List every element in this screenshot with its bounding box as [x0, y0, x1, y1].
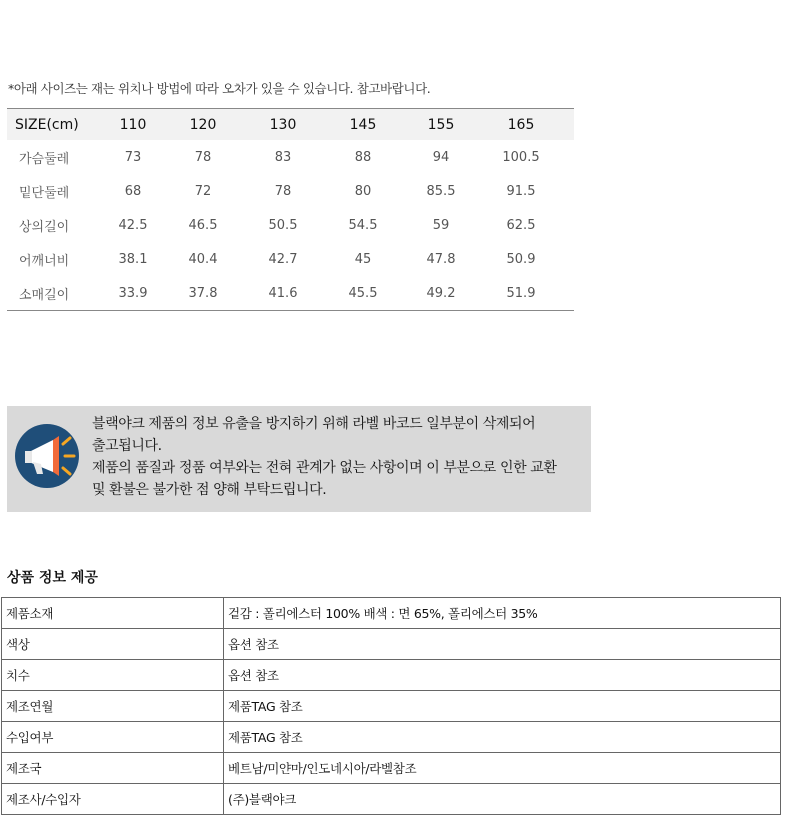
info-key: 치수: [2, 660, 224, 691]
table-cell: 83: [274, 149, 292, 165]
info-value: (주)블랙야크: [224, 784, 781, 815]
table-cell: 50.5: [268, 217, 298, 233]
table-cell: 85.5: [426, 183, 456, 199]
table-cell: 72: [194, 183, 212, 199]
info-key: 제품소재: [2, 598, 224, 629]
size-header-cell: SIZE(cm): [15, 116, 79, 133]
megaphone-icon: [13, 422, 81, 490]
size-header-row: [7, 109, 574, 140]
table-cell: 49.2: [426, 285, 456, 301]
info-value: 겉감 : 폴리에스터 100% 배색 : 면 65%, 폴리에스터 35%: [224, 598, 781, 629]
size-table: [7, 108, 574, 311]
table-row: [7, 242, 574, 276]
notice-line: 및 환불은 불가한 점 양해 부탁드립니다.: [92, 482, 327, 498]
size-header-cell: 155: [427, 116, 455, 133]
table-cell: 42.7: [268, 251, 298, 267]
size-header-cell: 165: [507, 116, 535, 133]
table-row: [2, 598, 781, 629]
table-row: [7, 140, 574, 174]
table-cell: 51.9: [506, 285, 536, 301]
table-cell: 91.5: [506, 183, 536, 199]
table-row: [2, 784, 781, 815]
product-info-title: 상품 정보 제공: [7, 570, 98, 586]
row-label: 가슴둘레: [19, 151, 70, 167]
table-cell: 62.5: [506, 217, 536, 233]
info-key: 수입여부: [2, 722, 224, 753]
table-bottom-rule: [7, 310, 574, 311]
table-row: [2, 629, 781, 660]
table-row: [7, 174, 574, 208]
info-value: 옵션 참조: [224, 660, 781, 691]
table-cell: 54.5: [348, 217, 378, 233]
row-label: 소매길이: [19, 287, 70, 303]
table-cell: 41.6: [268, 285, 298, 301]
table-cell: 78: [274, 183, 292, 199]
size-header-cell: 145: [349, 116, 377, 133]
notice-box: [7, 406, 591, 512]
table-cell: 37.8: [188, 285, 218, 301]
row-label: 어깨너비: [19, 253, 70, 269]
table-cell: 45.5: [348, 285, 378, 301]
info-value: 제품TAG 참조: [224, 691, 781, 722]
table-row: [2, 660, 781, 691]
table-cell: 46.5: [188, 217, 218, 233]
info-value: 베트남/미얀마/인도네시아/라벨참조: [224, 753, 781, 784]
table-row: [7, 208, 574, 242]
row-label: 상의길이: [19, 219, 70, 235]
table-cell: 78: [194, 149, 212, 165]
table-cell: 88: [354, 149, 372, 165]
info-key: 색상: [2, 629, 224, 660]
notice-line: 블랙야크 제품의 정보 유출을 방지하기 위해 라벨 바코드 일부분이 삭제되어: [92, 416, 536, 432]
table-cell: 33.9: [118, 285, 148, 301]
table-cell: 94: [432, 149, 450, 165]
size-header-cell: 120: [189, 116, 217, 133]
table-cell: 50.9: [506, 251, 536, 267]
table-row: [2, 753, 781, 784]
table-cell: 38.1: [118, 251, 148, 267]
table-cell: 47.8: [426, 251, 456, 267]
table-cell: 45: [354, 251, 372, 267]
table-cell: 42.5: [118, 217, 148, 233]
table-row: [2, 691, 781, 722]
table-cell: 73: [124, 149, 142, 165]
table-cell: 100.5: [502, 149, 540, 165]
product-info-table: [1, 597, 781, 815]
info-value: 제품TAG 참조: [224, 722, 781, 753]
table-cell: 80: [354, 183, 372, 199]
table-row: [7, 276, 574, 310]
notice-line: 출고됩니다.: [92, 438, 162, 454]
info-key: 제조국: [2, 753, 224, 784]
info-key: 제조사/수입자: [2, 784, 224, 815]
info-value: 옵션 참조: [224, 629, 781, 660]
size-note: *아래 사이즈는 재는 위치나 방법에 따라 오차가 있을 수 있습니다. 참고바랍니다.: [8, 81, 431, 96]
notice-text: [92, 413, 557, 501]
info-key: 제조연월: [2, 691, 224, 722]
size-header-cell: 110: [119, 116, 147, 133]
table-cell: 59: [432, 217, 450, 233]
table-cell: 40.4: [188, 251, 218, 267]
table-cell: 68: [124, 183, 142, 199]
size-header-cell: 130: [269, 116, 297, 133]
notice-line: 제품의 품질과 정품 여부와는 전혀 관계가 없는 사항이며 이 부분으로 인한 교환: [92, 460, 557, 476]
row-label: 밑단둘레: [19, 185, 70, 201]
table-row: [2, 722, 781, 753]
